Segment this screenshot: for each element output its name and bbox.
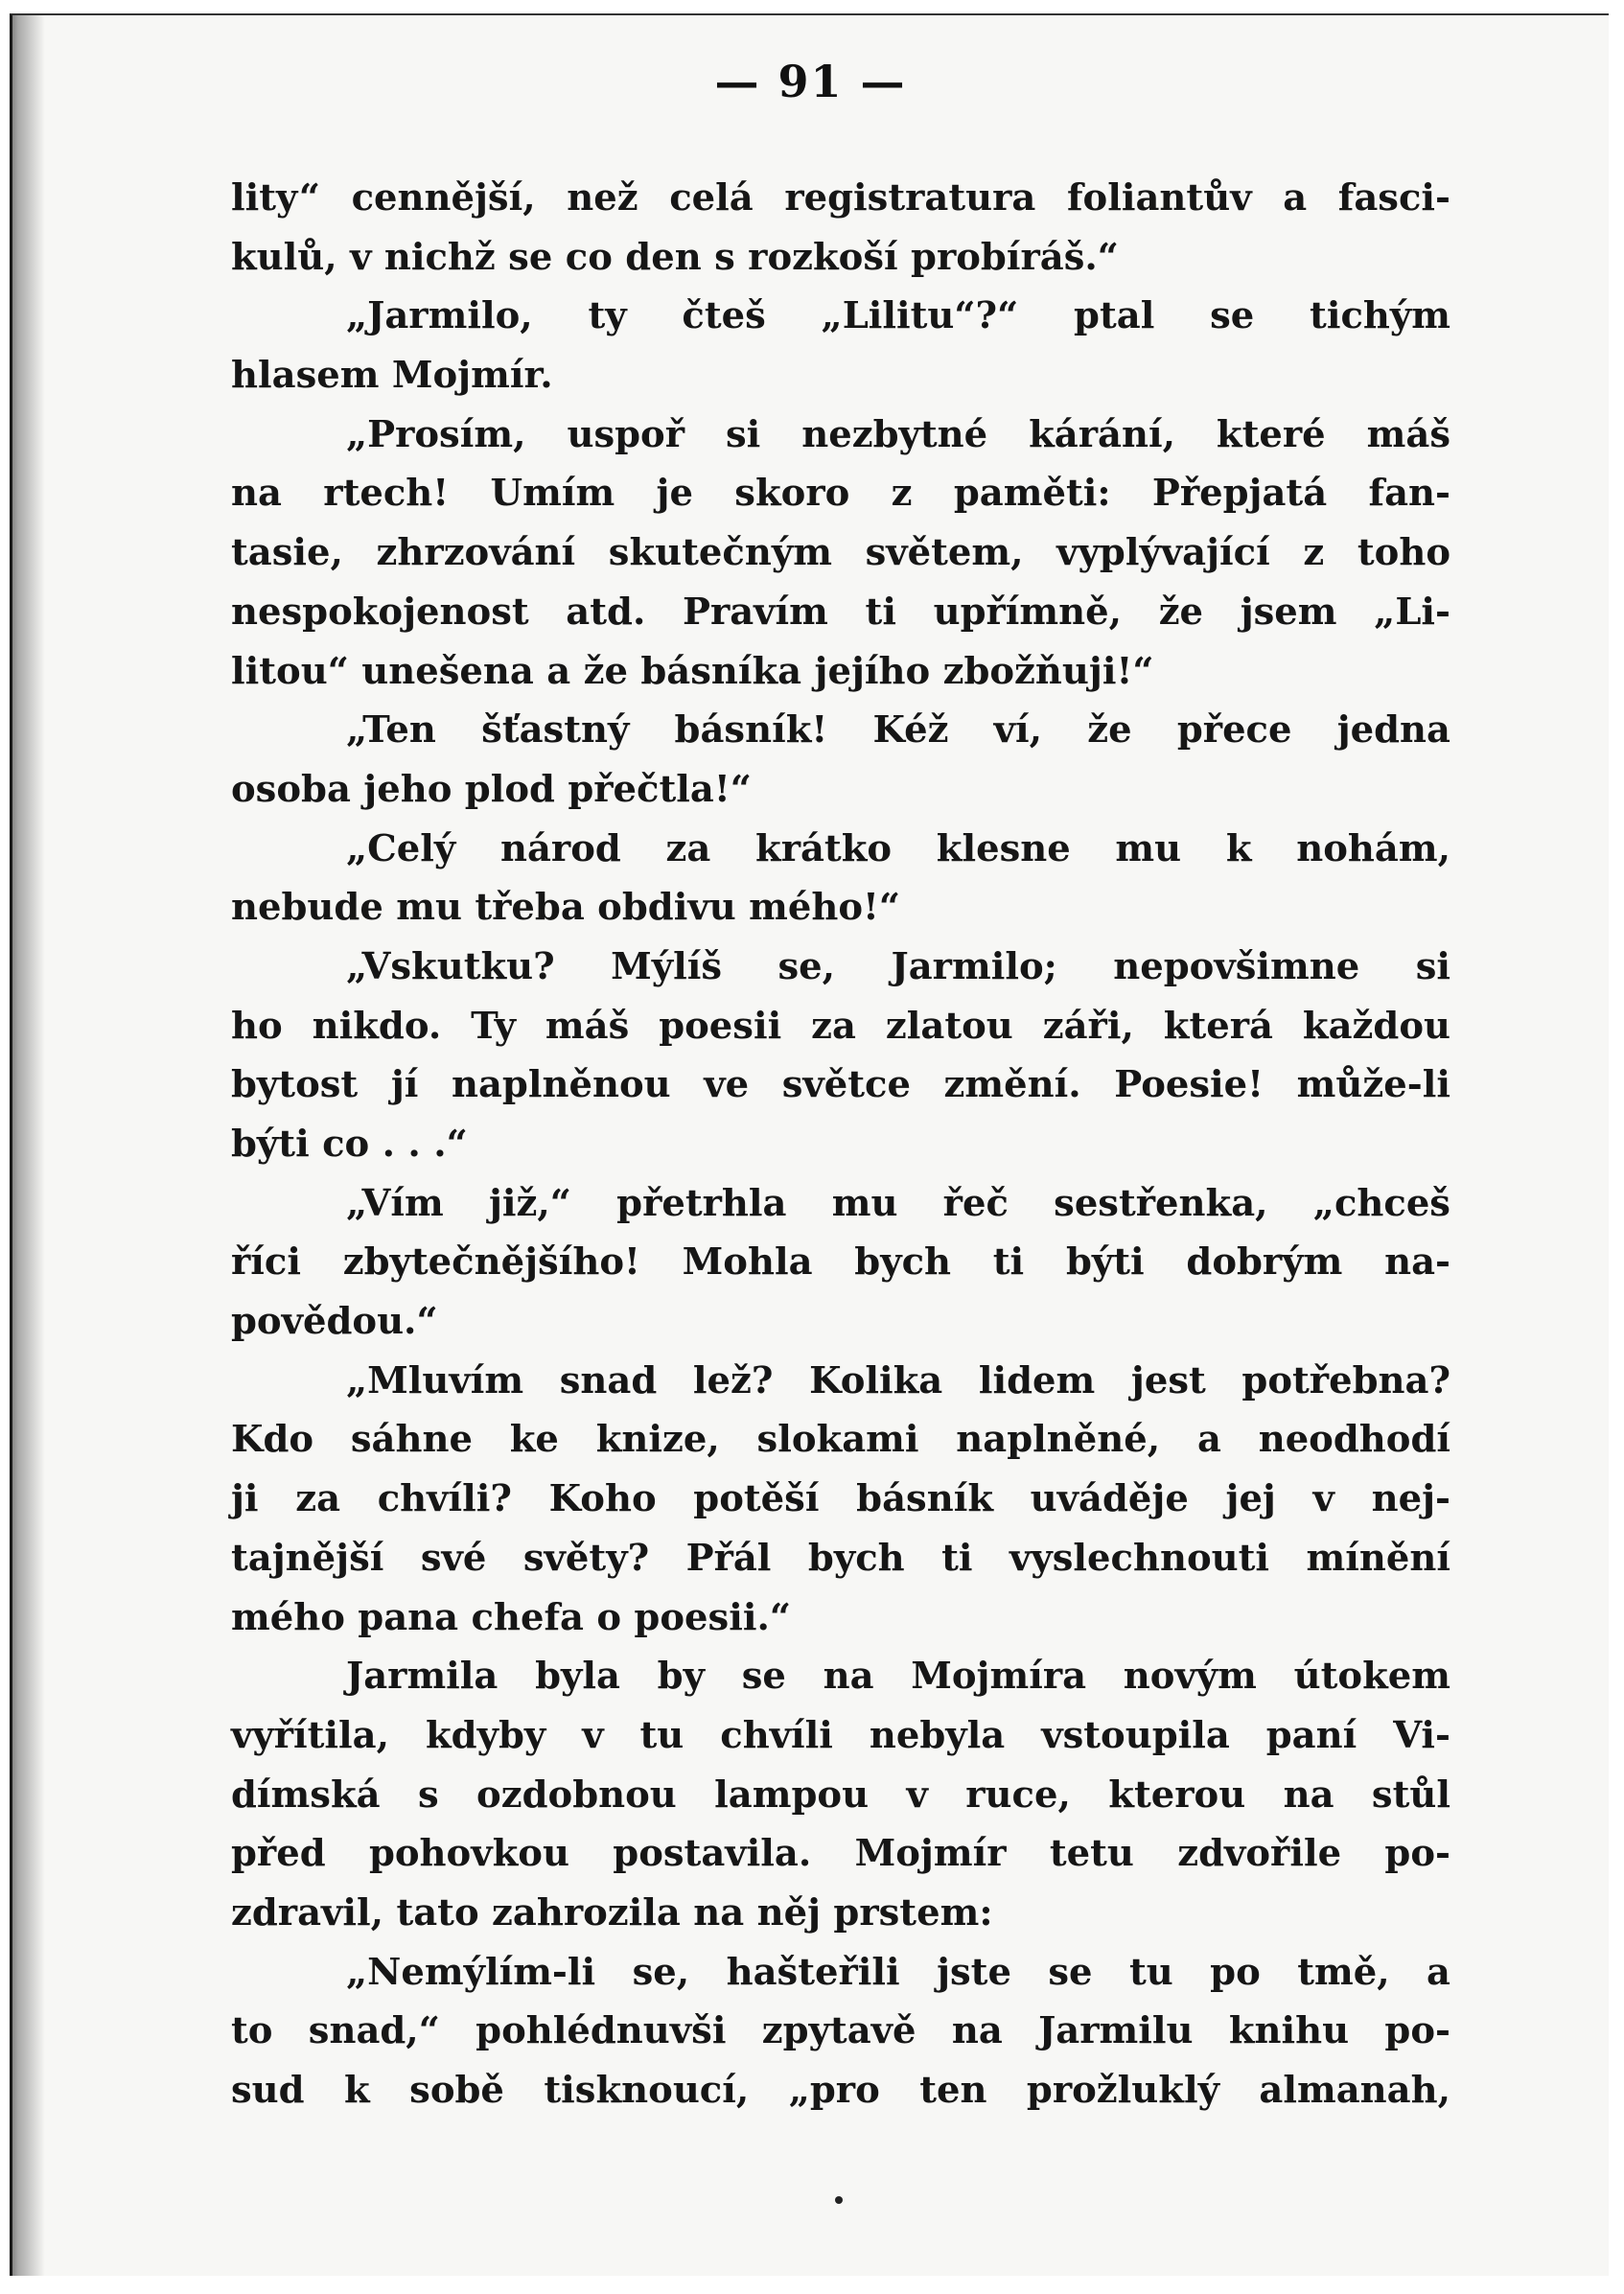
page-binding-shadow	[12, 15, 45, 2276]
text-line: zdravil, tato zahrozila na něj prstem:	[231, 1890, 993, 1935]
text-line: mého pana chefa o poesii.“	[231, 1595, 792, 1639]
text-line: „Prosím, uspoř si nezbytné kárání, které máš	[346, 412, 1450, 456]
text-line: tajnější své světy? Přál bych ti vyslechnouti mínění	[231, 1536, 1450, 1580]
text-line: kulů, v nichž se co den s rozkoší probíráš.“	[231, 235, 1119, 279]
text-line: „Celý národ za krátko klesne mu k nohám,	[346, 826, 1450, 870]
text-line: „Jarmilo, ty čteš „Lilitu“?“ ptal se tichým	[346, 294, 1450, 338]
text-line: „Vím již,“ přetrhla mu řeč sestřenka, „chceš	[346, 1181, 1450, 1225]
text-line: vyřítila, kdyby v tu chvíli nebyla vstoupila paní Vi-	[231, 1713, 1450, 1757]
text-line: sud k sobě tisknoucí, „pro ten prožluklý almanah,	[231, 2069, 1450, 2112]
text-line: ji za chvíli? Koho potěší básník uváděje jej v nej-	[231, 1477, 1450, 1521]
text-line: litou“ unešena a že básníka jejího zbožňuji!“	[231, 649, 1154, 693]
text-line: „Nemýlím-li se, hašteřili jste se tu po tmě, a	[346, 1950, 1450, 1994]
text-line: „Vskutku? Mýlíš se, Jarmilo; nepovšimne si	[346, 944, 1450, 988]
text-line: to snad,“ pohlédnuvši zpytavě na Jarmilu knihu po-	[231, 2009, 1450, 2053]
text-line: Jarmila byla by se na Mojmíra novým útokem	[346, 1655, 1450, 1699]
text-line: „Ten šťastný básník! Kéž ví, že přece jedna	[346, 708, 1450, 753]
text-line: tasie, zhrzování skutečným světem, vyplývající z toho	[231, 531, 1450, 575]
text-line: býti co . . .“	[231, 1123, 468, 1166]
text-line: lity“ cennější, než celá registratura foliantův a fasci-	[231, 176, 1450, 220]
page-number: — 91 —	[714, 56, 907, 107]
ink-speck	[835, 2196, 843, 2204]
body-text	[231, 169, 1450, 2120]
text-line: bytost jí naplněnou ve světce změní. Poesie! může-li	[231, 1063, 1450, 1107]
text-line: nespokojenost atd. Pravím ti upřímně, že jsem „Li-	[231, 590, 1450, 634]
text-line: Kdo sáhne ke knize, slokami naplněné, a neodhodí	[231, 1418, 1450, 1462]
text-line: dímská s ozdobnou lampou v ruce, kterou na stůl	[231, 1773, 1450, 1817]
text-line: „Mluvím snad lež? Kolika lidem jest potřebna?	[346, 1358, 1450, 1402]
text-line: hlasem Mojmír.	[231, 354, 553, 398]
book-page	[10, 13, 1609, 2276]
text-line: povědou.“	[231, 1300, 438, 1344]
text-line: osoba jeho plod přečtla!“	[231, 767, 752, 811]
text-line: ho nikdo. Ty máš poesii za zlatou záři, která každou	[231, 1004, 1450, 1048]
text-line: na rtech! Umím je skoro z paměti: Přepjatá fan-	[231, 472, 1450, 516]
text-line: říci zbytečnějšího! Mohla bych ti býti dobrým na-	[231, 1240, 1450, 1285]
text-line: nebude mu třeba obdivu mého!“	[231, 886, 901, 930]
text-line: před pohovkou postavila. Mojmír tetu zdvořile po-	[231, 1832, 1450, 1876]
